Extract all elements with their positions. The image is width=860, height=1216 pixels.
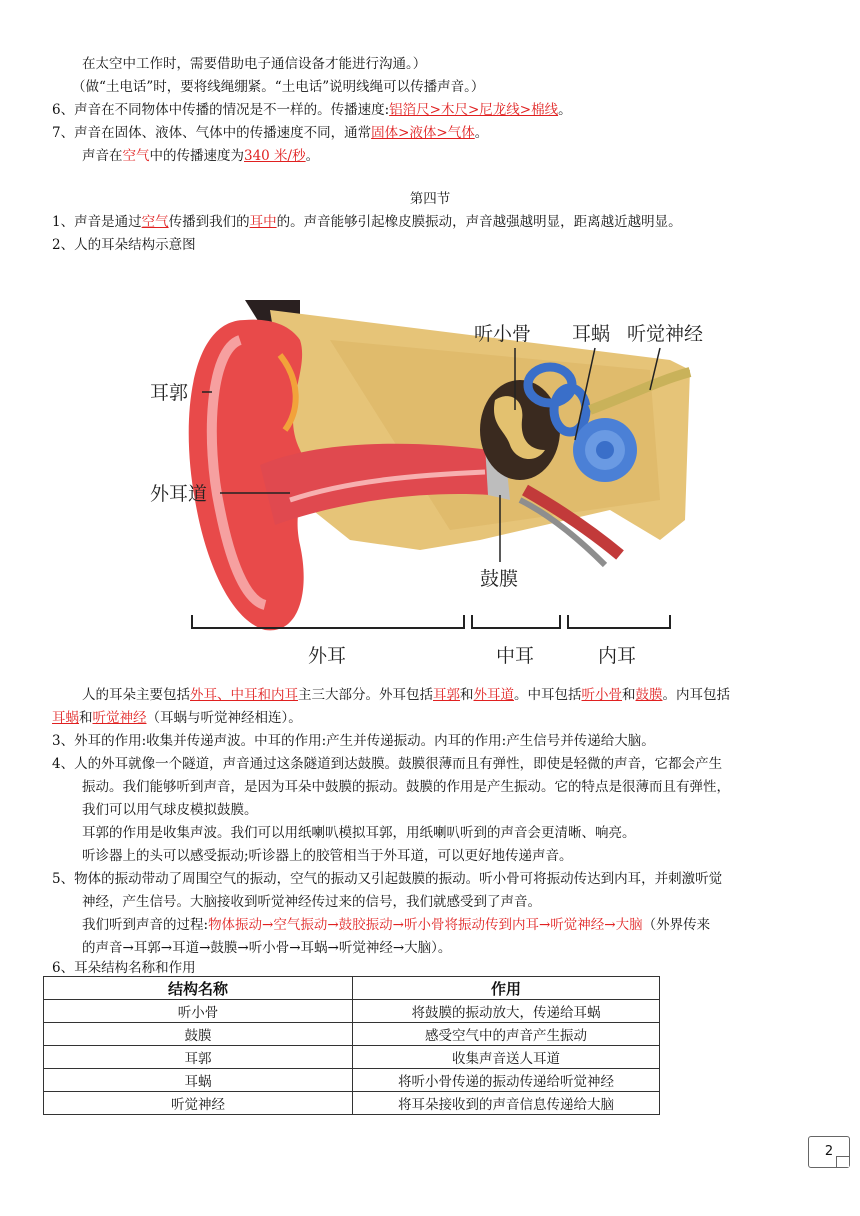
- text-line: 在太空中工作时，需要借助电子通信设备才能进行沟通。）: [82, 56, 427, 72]
- text-segment: 6、声音在不同物体中传播的情况是不一样的。传播速度:: [52, 102, 390, 118]
- text-segment: 的。声音能够引起橡皮膜振动，声音越强越明显，距离越近越明显。: [276, 214, 682, 230]
- table-cell: 将耳朵接收到的声音信息传递给大脑: [353, 1092, 660, 1115]
- answer-text: 空气: [122, 148, 150, 164]
- page-number: 2: [808, 1136, 850, 1168]
- table-cell: 鼓膜: [44, 1023, 353, 1046]
- text-line: [52, 213, 682, 231]
- table-cell: 将鼓膜的振动放大，传递给耳蜗: [353, 1000, 660, 1023]
- table-row: [44, 1046, 660, 1069]
- label-ear-canal: 外耳道: [150, 483, 208, 505]
- table-cell: 耳蜗: [44, 1069, 353, 1092]
- answer-text: 340 米/秒: [244, 148, 306, 164]
- answer-text: 铝箔尺>木尺>尼龙线>棉线: [389, 102, 559, 118]
- text-line: [82, 916, 710, 934]
- text-segment: 。中耳包括: [514, 687, 582, 703]
- text-segment: 。: [558, 102, 572, 118]
- text-line: （做“土电话”时，要将线绳绷紧。“土电话”说明线绳可以传播声音。）: [72, 79, 485, 95]
- text-segment: 传播到我们的: [168, 214, 250, 230]
- answer-text: 听小骨: [581, 687, 622, 703]
- text-segment: 7、声音在固体、液体、气体中的传播速度不同，通常: [52, 125, 372, 141]
- text-line: 4、人的外耳就像一个隧道，声音通过这条隧道到达鼓膜。鼓膜很薄而且有弹性，即使是轻微的声音，它都会产生: [52, 756, 723, 772]
- table-cell: 听觉神经: [44, 1092, 353, 1115]
- text-line: 振动。我们能够听到声音，是因为耳朵中鼓膜的振动。鼓膜的作用是产生振动。它的特点是很薄而且有弹性，: [82, 779, 730, 795]
- text-line: 神经，产生信号。大脑接收到听觉神经传过来的信号，我们就感受到了声音。: [82, 894, 541, 910]
- table-cell: 耳郭: [44, 1046, 353, 1069]
- text-segment: 人的耳朵主要包括: [82, 687, 190, 703]
- answer-text: 空气: [141, 214, 169, 230]
- text-line: 的声音→耳郭→耳道→鼓膜→听小骨→耳蜗→听觉神经→大脑）。: [82, 940, 452, 956]
- table-cell: 收集声音送人耳道: [353, 1046, 660, 1069]
- table-row: [44, 1000, 660, 1023]
- text-segment: （外界传来: [642, 917, 711, 933]
- cochlea-spiral-core: [596, 441, 614, 459]
- text-segment: 声音在: [82, 148, 123, 164]
- text-line: 3、外耳的作用:收集并传递声波。中耳的作用:产生并传递振动。内耳的作用:产生信号并传递给大脑。: [52, 733, 655, 749]
- bracket-outer: [192, 615, 464, 628]
- text-line: 耳郭的作用是收集声波。我们可以用纸喇叭模拟耳郭，用纸喇叭听到的声音会更清晰、响亮。: [82, 825, 636, 841]
- text-segment: 中的传播速度为: [149, 148, 244, 164]
- text-segment: 主三大部分。外耳包括: [298, 687, 433, 703]
- answer-text: 耳蜗: [52, 710, 79, 726]
- text-line: [52, 709, 302, 727]
- answer-text: 物体振动→空气振动→鼓胶振动→听小骨将振动传到内耳→听觉神经→大脑: [208, 917, 643, 933]
- text-segment: 1、声音是通过: [52, 214, 142, 230]
- ear-structure-table: [43, 976, 660, 1115]
- label-inner-ear: 内耳: [598, 645, 637, 667]
- text-segment: 。: [305, 148, 320, 164]
- table-cell: 将听小骨传递的振动传递给听觉神经: [353, 1069, 660, 1092]
- table-cell: 感受空气中的声音产生振动: [353, 1023, 660, 1046]
- label-auricle: 耳郭: [150, 382, 189, 404]
- answer-text: 耳中: [249, 214, 277, 230]
- text-segment: 。内耳包括: [662, 687, 730, 703]
- section-title: 第四节: [409, 191, 451, 207]
- text-line: [82, 686, 730, 704]
- ear-diagram: [150, 300, 720, 680]
- label-auditory-nerve: 听觉神经: [627, 323, 704, 345]
- text-line: 6、耳朵结构名称和作用: [52, 960, 196, 976]
- text-line: 听诊器上的头可以感受振动;听诊器上的胶管相当于外耳道，可以更好地传递声音。: [82, 848, 573, 864]
- label-eardrum: 鼓膜: [480, 568, 519, 590]
- table-row: [44, 1092, 660, 1115]
- text-line: [52, 124, 488, 142]
- text-line: 我们可以用气球皮模拟鼓膜。: [82, 802, 258, 818]
- text-segment: 我们听到声音的过程:: [82, 917, 209, 933]
- answer-text: 耳郭: [433, 687, 460, 703]
- answer-text: 外耳、中耳和内耳: [190, 687, 298, 703]
- text-line: [52, 101, 572, 119]
- table-row: [44, 1023, 660, 1046]
- text-line: 2、人的耳朵结构示意图: [52, 237, 196, 253]
- text-line: [82, 147, 319, 165]
- text-segment: 和: [460, 687, 474, 703]
- answer-text: 鼓膜: [635, 687, 663, 703]
- table-cell: 听小骨: [44, 1000, 353, 1023]
- answer-text: 固体>液体>气体: [371, 125, 475, 141]
- table-header-row: [44, 977, 660, 1000]
- table-header: 结构名称: [44, 977, 353, 1000]
- answer-text: 听觉神经: [92, 710, 147, 726]
- label-outer-ear: 外耳: [308, 645, 347, 667]
- text-line: 5、物体的振动带动了周围空气的振动，空气的振动又引起鼓膜的振动。听小骨可将振动传达到内耳，并刺激听觉: [52, 871, 723, 887]
- table-header: 作用: [353, 977, 660, 1000]
- answer-text: 外耳道: [473, 687, 514, 703]
- text-segment: 和: [622, 687, 636, 703]
- bracket-middle: [472, 615, 560, 628]
- page-fold-corner: [836, 1156, 849, 1167]
- text-segment: （耳蜗与听觉神经相连）。: [146, 710, 302, 726]
- label-ossicles: 听小骨: [474, 323, 532, 345]
- label-cochlea: 耳蜗: [572, 323, 611, 345]
- label-middle-ear: 中耳: [496, 645, 535, 667]
- text-segment: 和: [79, 710, 93, 726]
- table-row: [44, 1069, 660, 1092]
- bracket-inner: [568, 615, 670, 628]
- text-segment: 。: [474, 125, 489, 141]
